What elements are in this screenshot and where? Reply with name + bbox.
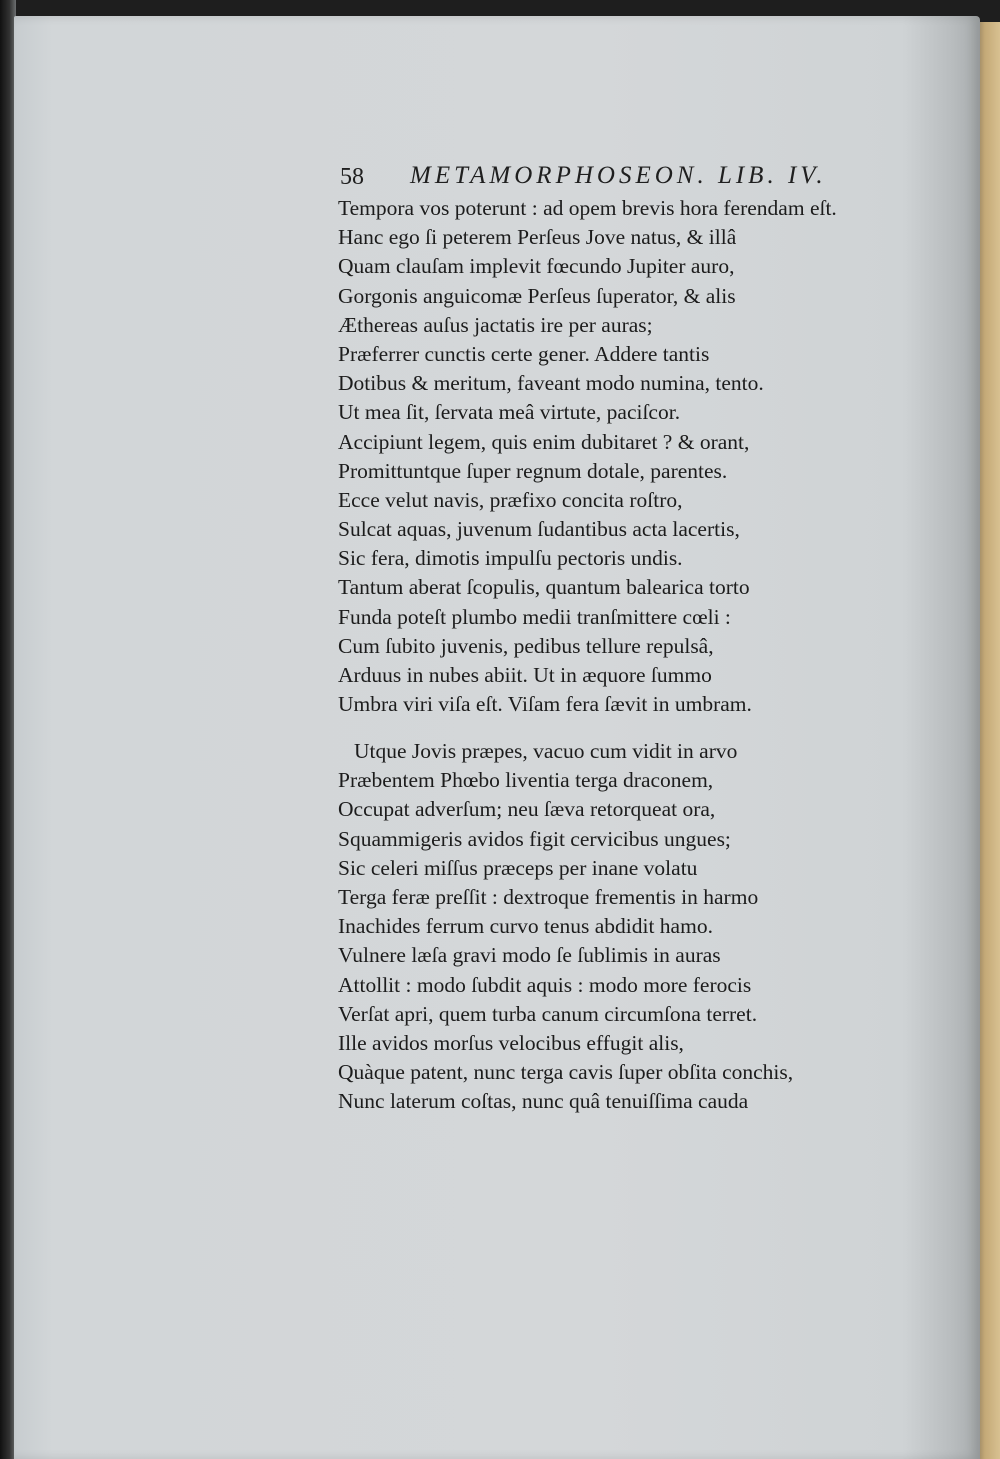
verse-line: Præferrer cunctis certe gener. Addere tantis — [338, 341, 710, 366]
verse-line: Accipiunt legem, quis enim dubitaret ? & orant, — [338, 429, 750, 454]
running-head-title: METAMORPHOSEON. LIB. IV. — [410, 162, 827, 189]
stanza-2 — [338, 737, 793, 1116]
verse-line: Ut mea ſit, ſervata meâ virtute, paciſcor. — [338, 400, 681, 425]
verse-line: Hanc ego ſi peterem Perſeus Jove natus, & illâ — [338, 225, 737, 250]
verse-line: Occupat adverſum; neu ſæva retorqueat ora, — [338, 797, 716, 822]
verse-line: Cum ſubito juvenis, pedibus tellure repulsâ, — [338, 633, 714, 658]
stanza-1 — [338, 194, 837, 719]
verse-line: Quam clauſam implevit fœcundo Jupiter auro, — [338, 254, 735, 279]
verse-line: Tantum aberat ſcopulis, quantum balearica torto — [338, 575, 750, 600]
verse-line: Quàque patent, nunc terga cavis ſuper obſita conchis, — [338, 1060, 794, 1085]
verse-line: Gorgonis anguicomæ Perſeus ſuperator, & alis — [338, 283, 736, 308]
verse-line: Sulcat aquas, juvenum ſudantibus acta lacertis, — [338, 517, 740, 542]
verse-line: Utque Jovis præpes, vacuo cum vidit in arvo — [354, 739, 738, 763]
verse-line: Ille avidos morſus velocibus effugit alis, — [338, 1030, 684, 1055]
verse-line: Nunc laterum coſtas, nunc quâ tenuiſſima cauda — [338, 1089, 749, 1114]
verse-line: Æthereas auſus jactatis ire per auras; — [338, 312, 653, 337]
verse-line: Promittuntque ſuper regnum dotale, parentes. — [338, 458, 728, 483]
verse-line: Præbentem Phœbo liventia terga draconem, — [338, 768, 714, 793]
verse-line: Umbra viri viſa eſt. Viſam fera ſævit in umbram. — [338, 692, 752, 717]
verse-line: Funda poteſt plumbo medii tranſmittere cœli : — [338, 604, 731, 629]
verse-line: Dotibus & meritum, faveant modo numina, tento. — [338, 371, 764, 396]
verse-line: Sic celeri miſſus præceps per inane volatu — [338, 855, 698, 880]
verse-line: Tempora vos poterunt : ad opem brevis hora ferendam eſt. — [338, 196, 837, 220]
verse-line: Attollit : modo ſubdit aquis : modo more ferocis — [338, 972, 752, 997]
verse-line: Sic fera, dimotis impulſu pectoris undis. — [338, 546, 683, 571]
page-number: 58 — [340, 164, 364, 190]
verse-line: Terga feræ preſſit : dextroque frementis in harmo — [338, 884, 759, 909]
verse-line: Inachides ferrum curvo tenus abdidit hamo. — [338, 914, 713, 939]
running-head — [340, 160, 860, 196]
verse-line: Arduus in nubes abiit. Ut in æquore ſummo — [338, 663, 712, 687]
verse-line: Ecce velut navis, præfixo concita roſtro, — [338, 487, 683, 512]
verse-line: Verſat apri, quem turba canum circumſona terret. — [338, 1001, 758, 1026]
verse-line: Squammigeris avidos figit cervicibus ungues; — [338, 826, 731, 851]
verse-line: Vulnere læſa gravi modo ſe ſublimis in auras — [338, 943, 721, 968]
